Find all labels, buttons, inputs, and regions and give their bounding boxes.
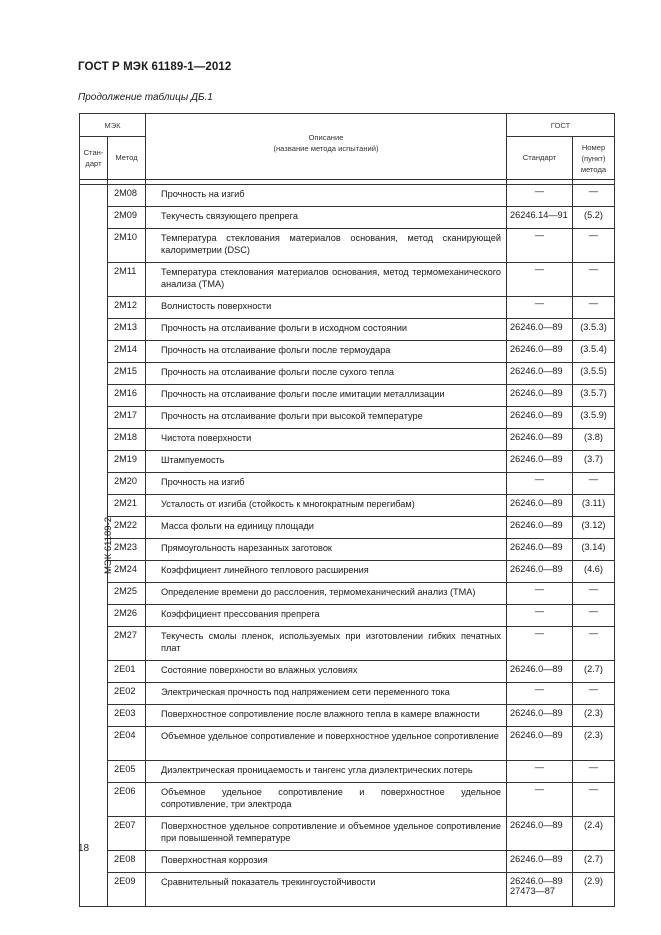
header-description: Описание (название метода испытаний) — [146, 114, 507, 180]
method-description: Состояние поверхности во влажных условиях — [146, 661, 507, 683]
method-description: Прочность на отслаивание фольги после имитации металлизации — [146, 385, 507, 407]
method-code: 2M09 — [108, 207, 146, 229]
gost-method-number: (2.4) — [573, 817, 615, 851]
method-code: 2E02 — [108, 683, 146, 705]
gost-method-number: (2.9) — [573, 873, 615, 907]
gost-method-number: — — [573, 297, 615, 319]
method-description: Поверхностное удельное сопротивление и объемное удельное сопротивление при повышенной температуре — [146, 817, 507, 851]
gost-method-number: — — [573, 627, 615, 661]
method-description: Поверхностное сопротивление после влажного тепла в камере влажности — [146, 705, 507, 727]
method-description: Прочность на изгиб — [146, 473, 507, 495]
table-row — [80, 319, 615, 341]
table-row — [80, 185, 615, 207]
method-code: 2M18 — [108, 429, 146, 451]
method-code: 2M14 — [108, 341, 146, 363]
table-caption: Продолжение таблицы ДБ.1 — [78, 92, 213, 103]
table-row — [80, 297, 615, 319]
method-code: 2E01 — [108, 661, 146, 683]
group-label-cell — [80, 185, 115, 907]
gost-standard: 26246.0—89 27473—87 — [507, 873, 573, 907]
method-description: Текучесть смолы пленок, используемых при изготовлении гибких печатных плат — [146, 627, 507, 661]
method-code: 2E05 — [108, 761, 146, 783]
method-code: 2M26 — [108, 605, 146, 627]
gost-standard: 26246.0—89 — [507, 385, 573, 407]
gost-standard: 26246.0—89 — [507, 451, 573, 473]
table-row — [80, 583, 615, 605]
method-description: Объемное удельное сопротивление и поверхностное удельное сопротивление, три электрода — [146, 783, 507, 817]
gost-standard: — — [507, 297, 573, 319]
method-code: 2M25 — [108, 583, 146, 605]
method-code: 2M21 — [108, 495, 146, 517]
gost-standard: 26246.0—89 — [507, 817, 573, 851]
header-gost-standard: Стандарт — [507, 137, 573, 180]
header-gost: ГОСТ — [507, 114, 615, 137]
gost-method-number: — — [573, 683, 615, 705]
gost-standard: 26246.0—89 — [507, 341, 573, 363]
method-description: Диэлектрическая проницаемость и тангенс угла диэлектрических потерь — [146, 761, 507, 783]
method-description: Усталость от изгиба (стойкость к многократным перегибам) — [146, 495, 507, 517]
gost-method-number: (3.5.5) — [573, 363, 615, 385]
method-description: Электрическая прочность под напряжением сети переменного тока — [146, 683, 507, 705]
method-description: Прочность на отслаивание фольги после термоудара — [146, 341, 507, 363]
table-row — [80, 407, 615, 429]
method-description: Прочность на отслаивание фольги при высокой температуре — [146, 407, 507, 429]
table-row — [80, 873, 615, 907]
method-code: 2E06 — [108, 783, 146, 817]
method-description: Сравнительный показатель трекингоустойчивости — [146, 873, 507, 907]
method-code: 2E07 — [108, 817, 146, 851]
table-row — [80, 661, 615, 683]
gost-method-number: — — [573, 185, 615, 207]
gost-method-number: (3.14) — [573, 539, 615, 561]
gost-standard: — — [507, 627, 573, 661]
method-description: Волнистость поверхности — [146, 297, 507, 319]
gost-standard: 26246.0—89 — [507, 661, 573, 683]
gost-method-number: (3.5.7) — [573, 385, 615, 407]
gost-method-number: (2.7) — [573, 851, 615, 873]
table-row — [80, 385, 615, 407]
table-row — [80, 229, 615, 263]
gost-method-number: (2.3) — [573, 727, 615, 761]
method-description: Объемное удельное сопротивление и поверхностное удельное сопротивление — [146, 727, 507, 761]
gost-method-number: — — [573, 473, 615, 495]
header-standard: Стан- дарт — [80, 137, 108, 180]
gost-standard: 26246.0—89 — [507, 363, 573, 385]
method-description: Штампуемость — [146, 451, 507, 473]
methods-table — [79, 113, 615, 907]
table-row — [80, 429, 615, 451]
method-code: 2M10 — [108, 229, 146, 263]
table-row — [80, 539, 615, 561]
gost-method-number: (3.5.4) — [573, 341, 615, 363]
table-row — [80, 207, 615, 229]
gost-method-number: — — [573, 761, 615, 783]
gost-standard: — — [507, 605, 573, 627]
gost-standard: — — [507, 783, 573, 817]
table-row — [80, 817, 615, 851]
method-description: Текучесть связующего препрега — [146, 207, 507, 229]
method-code: 2M17 — [108, 407, 146, 429]
header-gost-number: Номер (пункт) метода — [573, 137, 615, 180]
gost-standard: — — [507, 185, 573, 207]
gost-method-number: — — [573, 229, 615, 263]
gost-method-number: (2.7) — [573, 661, 615, 683]
method-description: Определение времени до расслоения, термомеханический анализ (TMA) — [146, 583, 507, 605]
table-row — [80, 783, 615, 817]
gost-method-number: (3.12) — [573, 517, 615, 539]
gost-method-number: (3.8) — [573, 429, 615, 451]
method-code: 2M12 — [108, 297, 146, 319]
table-row — [80, 495, 615, 517]
table-row — [80, 451, 615, 473]
gost-method-number: — — [573, 605, 615, 627]
gost-method-number: (3.11) — [573, 495, 615, 517]
gost-standard: 26246.0—89 — [507, 517, 573, 539]
gost-standard: 26246.0—89 — [507, 539, 573, 561]
method-description: Температура стеклования материалов основания, метод сканирующей калориметрии (DSC) — [146, 229, 507, 263]
gost-method-number: — — [573, 783, 615, 817]
method-description: Поверхностная коррозия — [146, 851, 507, 873]
gost-method-number: — — [573, 583, 615, 605]
gost-standard: 26246.0—89 — [507, 429, 573, 451]
method-code: 2M24 — [108, 561, 146, 583]
table-row — [80, 705, 615, 727]
gost-standard: — — [507, 583, 573, 605]
table-row — [80, 761, 615, 783]
method-code: 2M20 — [108, 473, 146, 495]
gost-standard: 26246.14—91 — [507, 207, 573, 229]
document-title: ГОСТ Р МЭК 61189-1—2012 — [78, 61, 232, 73]
method-code: 2M23 — [108, 539, 146, 561]
method-description: Прочность на изгиб — [146, 185, 507, 207]
method-code: 2M16 — [108, 385, 146, 407]
table-row — [80, 561, 615, 583]
method-code: 2M22 — [108, 517, 146, 539]
table-row — [80, 683, 615, 705]
group-label: МЭК 61189-2 — [103, 516, 115, 575]
gost-standard: — — [507, 473, 573, 495]
gost-method-number: (3.7) — [573, 451, 615, 473]
gost-standard: 26246.0—89 — [507, 727, 573, 761]
method-description: Прямоугольность нарезанных заготовок — [146, 539, 507, 561]
gost-standard: 26246.0—89 — [507, 561, 573, 583]
table-row — [80, 627, 615, 661]
gost-method-number: (3.5.9) — [573, 407, 615, 429]
gost-standard: — — [507, 229, 573, 263]
table-row — [80, 851, 615, 873]
method-description: Прочность на отслаивание фольги после сухого тепла — [146, 363, 507, 385]
table-row — [80, 473, 615, 495]
gost-standard: 26246.0—89 — [507, 851, 573, 873]
method-description: Чистота поверхности — [146, 429, 507, 451]
gost-method-number: (5.2) — [573, 207, 615, 229]
method-code: 2M15 — [108, 363, 146, 385]
method-code: 2M08 — [108, 185, 146, 207]
table-row — [80, 263, 615, 297]
method-code: 2M19 — [108, 451, 146, 473]
gost-standard: 26246.0—89 — [507, 705, 573, 727]
header-method: Метод — [108, 137, 146, 180]
method-description: Масса фольги на единицу площади — [146, 517, 507, 539]
gost-standard: — — [507, 263, 573, 297]
method-description: Температура стеклования материалов основания, метод термомеханического анализа (TMA) — [146, 263, 507, 297]
table-row — [80, 363, 615, 385]
gost-standard: 26246.0—89 — [507, 495, 573, 517]
method-code: 2E03 — [108, 705, 146, 727]
table-row — [80, 517, 615, 539]
method-code: 2M13 — [108, 319, 146, 341]
table-row — [80, 605, 615, 627]
method-code: 2E08 — [108, 851, 146, 873]
gost-standard: — — [507, 761, 573, 783]
method-code: 2M27 — [108, 627, 146, 661]
gost-standard: 26246.0—89 — [507, 407, 573, 429]
gost-method-number: (4.6) — [573, 561, 615, 583]
method-code: 2E04 — [108, 727, 146, 761]
page-number: 18 — [78, 843, 90, 854]
table-row — [80, 341, 615, 363]
table-row — [80, 727, 615, 761]
gost-method-number: — — [573, 263, 615, 297]
header-mek: МЭК — [80, 114, 146, 137]
gost-standard: — — [507, 683, 573, 705]
gost-method-number: (2.3) — [573, 705, 615, 727]
gost-method-number: (3.5.3) — [573, 319, 615, 341]
method-code: 2E09 — [108, 873, 146, 907]
gost-standard: 26246.0—89 — [507, 319, 573, 341]
method-description: Коэффициент прессования препрега — [146, 605, 507, 627]
table-body — [80, 185, 615, 907]
method-description: Прочность на отслаивание фольги в исходном состоянии — [146, 319, 507, 341]
method-code: 2M11 — [108, 263, 146, 297]
method-description: Коэффициент линейного теплового расширения — [146, 561, 507, 583]
